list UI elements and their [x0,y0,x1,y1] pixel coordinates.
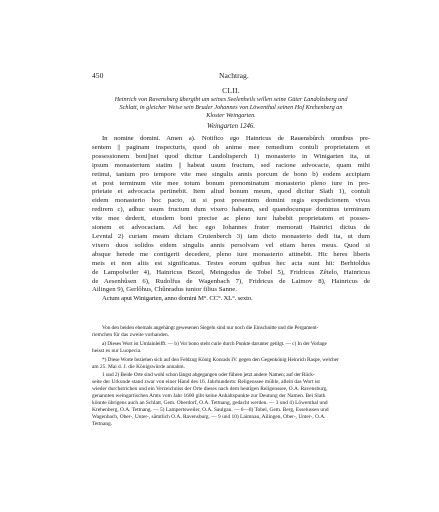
note-line: 1 und 2) Beide Orte sind wohl schon längst abgegangen oder führen jetzt andere Namen; auf der Rück- [102,372,315,379]
body-line: meis et non aliis est significatus. Testes eorum quibus hec acta sunt hii: Berhtoldus [92,259,370,267]
page-number: 450 [92,71,104,80]
body-line: prietate et advocacia pertinebit. Item aliud bonum meum, quod dicitur Slath 1), contuli [92,188,370,196]
running-title: Nachtrag. [219,71,249,80]
note-line: Wagenbach, Ober-, Unter-, sämtlich O.A. Ravensburg. — 9 und 10) Laimnau, Ailingen, Ober-, Unter-, O.A. [92,413,326,420]
body-line: possessionem boni||nei quod dicitur Landoltsperch 1) monasterio in Winigarten ita, ut [92,152,370,160]
body-line: Levntal 2) curiam meam dictam Cruienberch 3) iam dicto monasterio dedi ita, ut dum [92,232,370,240]
regest [92,96,370,120]
body-line: Ailingen 9), Gerlôhus, Chûnradus iunior filius Sanne. [92,286,237,294]
note-line: a) Dieses Wort ist Umlainleifft. — b) Vor bono steht curie durch Punkte darunter getilgt. — c) In der Vorlage [102,340,327,347]
body-line: eidem monasterio hoc pacto, ut si post presentem domini regis expedicionem vivus [92,197,370,205]
body-line: ipsum monasterium statim || habeat usum fructum, sed racione advocacie, quam mihi [92,161,370,169]
document-body [92,135,370,304]
body-line: vixero duos solidos eidem singulis annis persolvam vel etiam heres meus. Quod si [92,241,370,249]
regest-line: Heinrich von Ravensburg übergibt um seines Seelenheils willen seine Güter Landoltsberg und [114,96,348,103]
note-line: heisst es nur Luopecia. [92,347,142,354]
note-line: seite der Urkunde stand zwar von einer Hand des 16. Jahrhunderts: Religenssee mühle, allein das Wort ist [92,379,320,386]
body-line: redirem c), adhuc usum fructum dum vixero habeam, sed quandocunque dominus terminum [92,206,370,214]
body-line: sionem et advocaciam. Ad hec ego Iohannes frater memorati Hainrici dictus de [92,224,370,232]
page-header [92,71,370,81]
note-line: am 25. Mai d. J. die Königswürde annahm. [92,363,185,370]
note-line: Krehenberg, O.A. Tettnang. — 5) Lampertsweiler, O.A. Saulgau. — 6—8) Tobel, Gem. Berg, Esselussen und [92,406,329,413]
note-line: genannten weingartischen Amts vom Jahr 1600 gibt keine Anhaltspunkte zur Deutung der Namen. Bei Slath [92,393,326,400]
note-line: Von den beiden ehemals angehängt gewesenen Siegeln sind nur noch die Einschnitte und die Pergament- [102,325,319,331]
document-number: CLII. [222,86,240,95]
body-line: absque herede me contigerit decedere, pleno iure monasterio attinebit. Hic heres liberis [92,250,370,258]
body-line: de Lampolwiler 4), Hainricus Bezel, Meingodus de Tobel 5), Fridricus Zêtelo, Hainricus [92,268,370,276]
body-line: retinui, tantum pro tempore vite mee singulis annis porcum de bono b) eodem accipiam [92,170,370,178]
body-line: de Aesenhûsen 6), Rudolfus de Wagenbach 7), Fridricus de Laimov 8), Hainricus de [92,277,370,285]
actum-line: Actum aput Winigarten, anno domini M°. CC°. XL°. sexto. [102,295,253,303]
note-line: wieder durchstrichen und ein Verzeichniss der Orte dieses nach dem heutigen Religenssee, O.A. Ravensburg, [92,386,328,393]
body-line: vite mee dederit, eiusdem boni precise ac pleno iure habebit proprietatem et posses- [92,215,370,223]
regest-line: Schlatt, in gleicher Weise sein Bruder Johannes von Löwenthal seinen Hof Krehenberg an [119,104,343,112]
regest-line: Kloster Weingarten. [206,112,256,120]
body-line: In nomine domini. Amen a). Notifico ego Hainricus de Rauensbůrch omnibus pre- [102,135,370,142]
body-line: sentem || paginam inspecturis, quod ob anime mee remedium contuli proprietatem et [92,143,370,151]
footnotes [92,325,370,428]
dateline: Weingarten 1246. [206,123,256,130]
note-line: *) Diese Worte beziehen sich auf den Feldzug König Konrads IV. gegen den Gegenkönig Heinrich Raspe, welcher [102,356,339,363]
note-line: Tettnang. [92,420,113,427]
note-line: riemchen für das zweite vorhanden. [92,331,170,338]
note-line: könnte übrigens auch an Schlatt, Gem. Oberdorf, O.A. Tettnang, gedacht werden. — 3 und 4) Löwenthal und [92,400,328,407]
body-line: et post terminum vite mee totum bonum prenominatum monasterio pleno iure in pro- [92,179,370,187]
